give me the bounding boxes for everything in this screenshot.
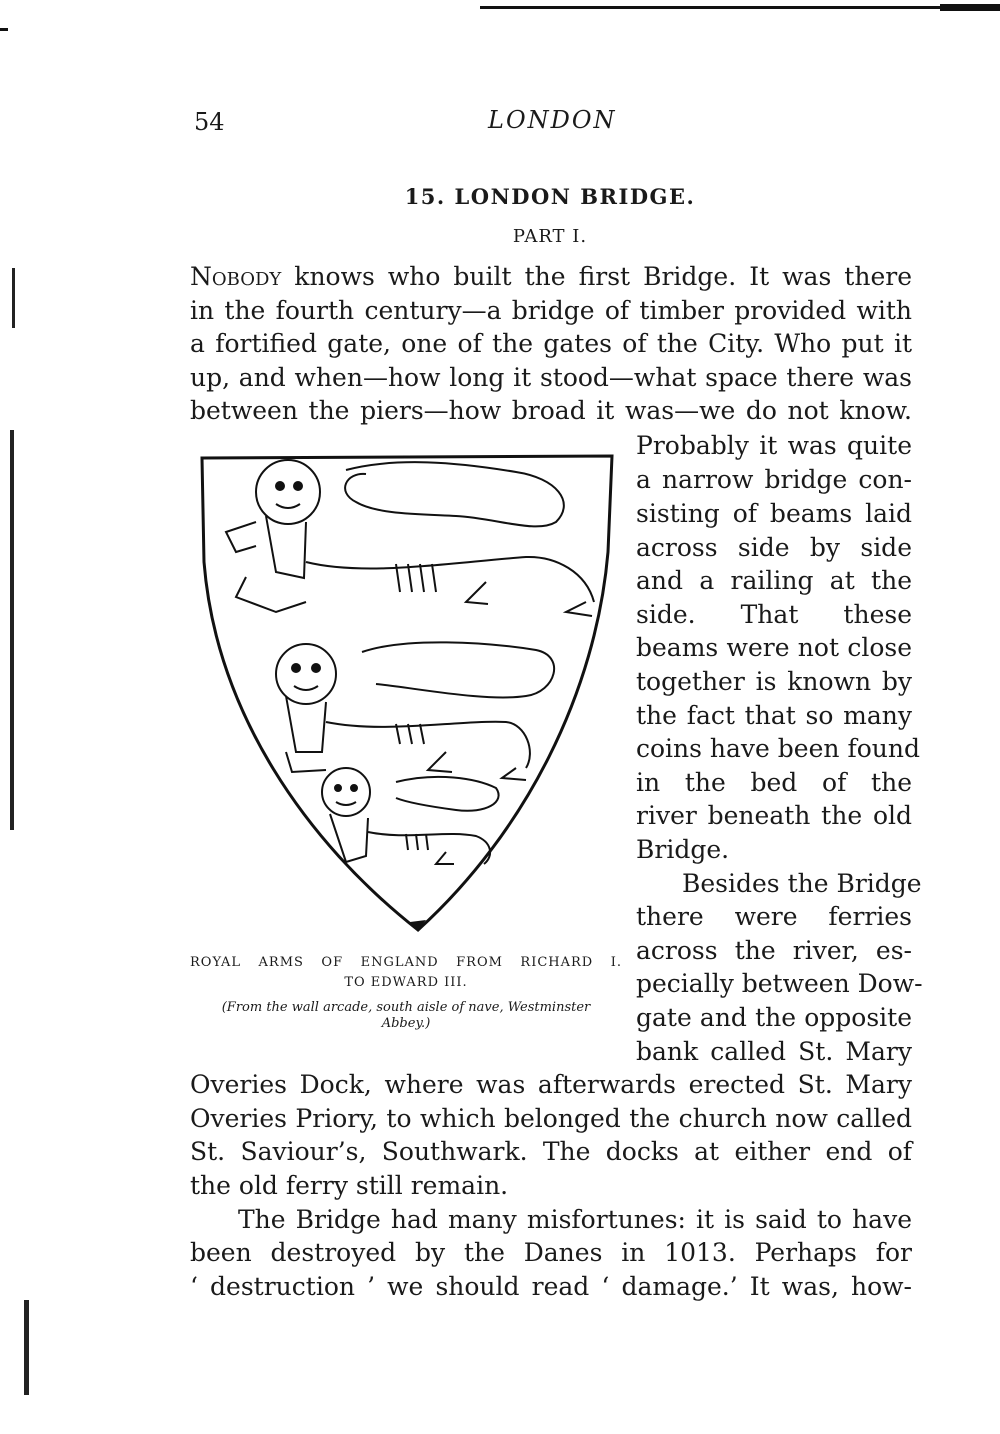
body-line-narrow: across the river, es- [636, 936, 912, 965]
body-line: between the piers—how broad it was—we do not know. [190, 396, 912, 425]
body-line-narrow: the fact that so many [636, 701, 912, 730]
body-line-narrow: beams were not close [636, 633, 912, 662]
body-line: up, and when—how long it stood—what space there was [190, 363, 912, 392]
scan-edge-mark [24, 1300, 29, 1395]
body-line: Overies Priory, to which belonged the church now called [190, 1104, 912, 1133]
dropcap-word: Nobody [190, 262, 282, 291]
body-line-narrow: together is known by [636, 667, 912, 696]
body-line-narrow: sisting of beams laid [636, 499, 912, 528]
running-title: LONDON [488, 106, 617, 134]
body-line-narrow: across side by side [636, 533, 912, 562]
chapter-title: 15. LONDON BRIDGE. [404, 184, 696, 209]
body-line: The Bridge had many misfortunes: it is said to have [238, 1205, 912, 1234]
body-line-narrow: Probably it was quite [636, 431, 912, 460]
body-line: ‘ destruction ’ we should read ‘ damage.’ It was, how- [190, 1272, 912, 1301]
figure-caption: ROYAL ARMS OF ENGLAND FROM RICHARD I. [190, 955, 622, 970]
page-number: 54 [194, 108, 225, 136]
body-line-narrow: side. That these [636, 600, 912, 629]
top-border-rule-thick [940, 4, 1000, 11]
body-line-narrow: in the bed of the [636, 768, 912, 797]
body-line: been destroyed by the Danes in 1013. Perhaps for [190, 1238, 912, 1267]
body-line: a fortified gate, one of the gates of the City. Who put it [190, 329, 912, 358]
body-line-narrow: coins have been found [636, 734, 920, 763]
body-line: the old ferry still remain. [190, 1171, 509, 1200]
body-line-narrow: pecially between Dow- [636, 969, 923, 998]
body-line: in the fourth century—a bridge of timber provided with [190, 296, 912, 325]
body-line-narrow: gate and the opposite [636, 1003, 912, 1032]
figure-source-note: (From the wall arcade, south aisle of nave, Westminster Abbey.) [221, 1000, 591, 1031]
top-border-rule [480, 6, 1000, 9]
body-line-narrow: and a railing at the [636, 566, 912, 595]
body-line: Nobody knows who built the first Bridge. It was there [190, 262, 912, 291]
body-line-narrow: Bridge. [636, 835, 730, 864]
scan-edge-mark [10, 430, 14, 830]
body-line-narrow: river beneath the old [636, 801, 912, 830]
royal-arms-shield-figure [196, 452, 616, 938]
figure-caption: TO EDWARD III. [344, 975, 468, 990]
corner-mark [0, 28, 8, 31]
body-line: St. Saviour’s, Southwark. The docks at either end of [190, 1137, 912, 1166]
scan-edge-mark [12, 268, 15, 328]
part-heading: PART I. [512, 226, 588, 247]
body-line: Overies Dock, where was afterwards erected St. Mary [190, 1070, 912, 1099]
body-line-narrow: a narrow bridge con- [636, 465, 912, 494]
body-line-narrow: there were ferries [636, 902, 912, 931]
body-line-narrow: bank called St. Mary [636, 1037, 912, 1066]
body-line-narrow: Besides the Bridge [682, 869, 922, 898]
